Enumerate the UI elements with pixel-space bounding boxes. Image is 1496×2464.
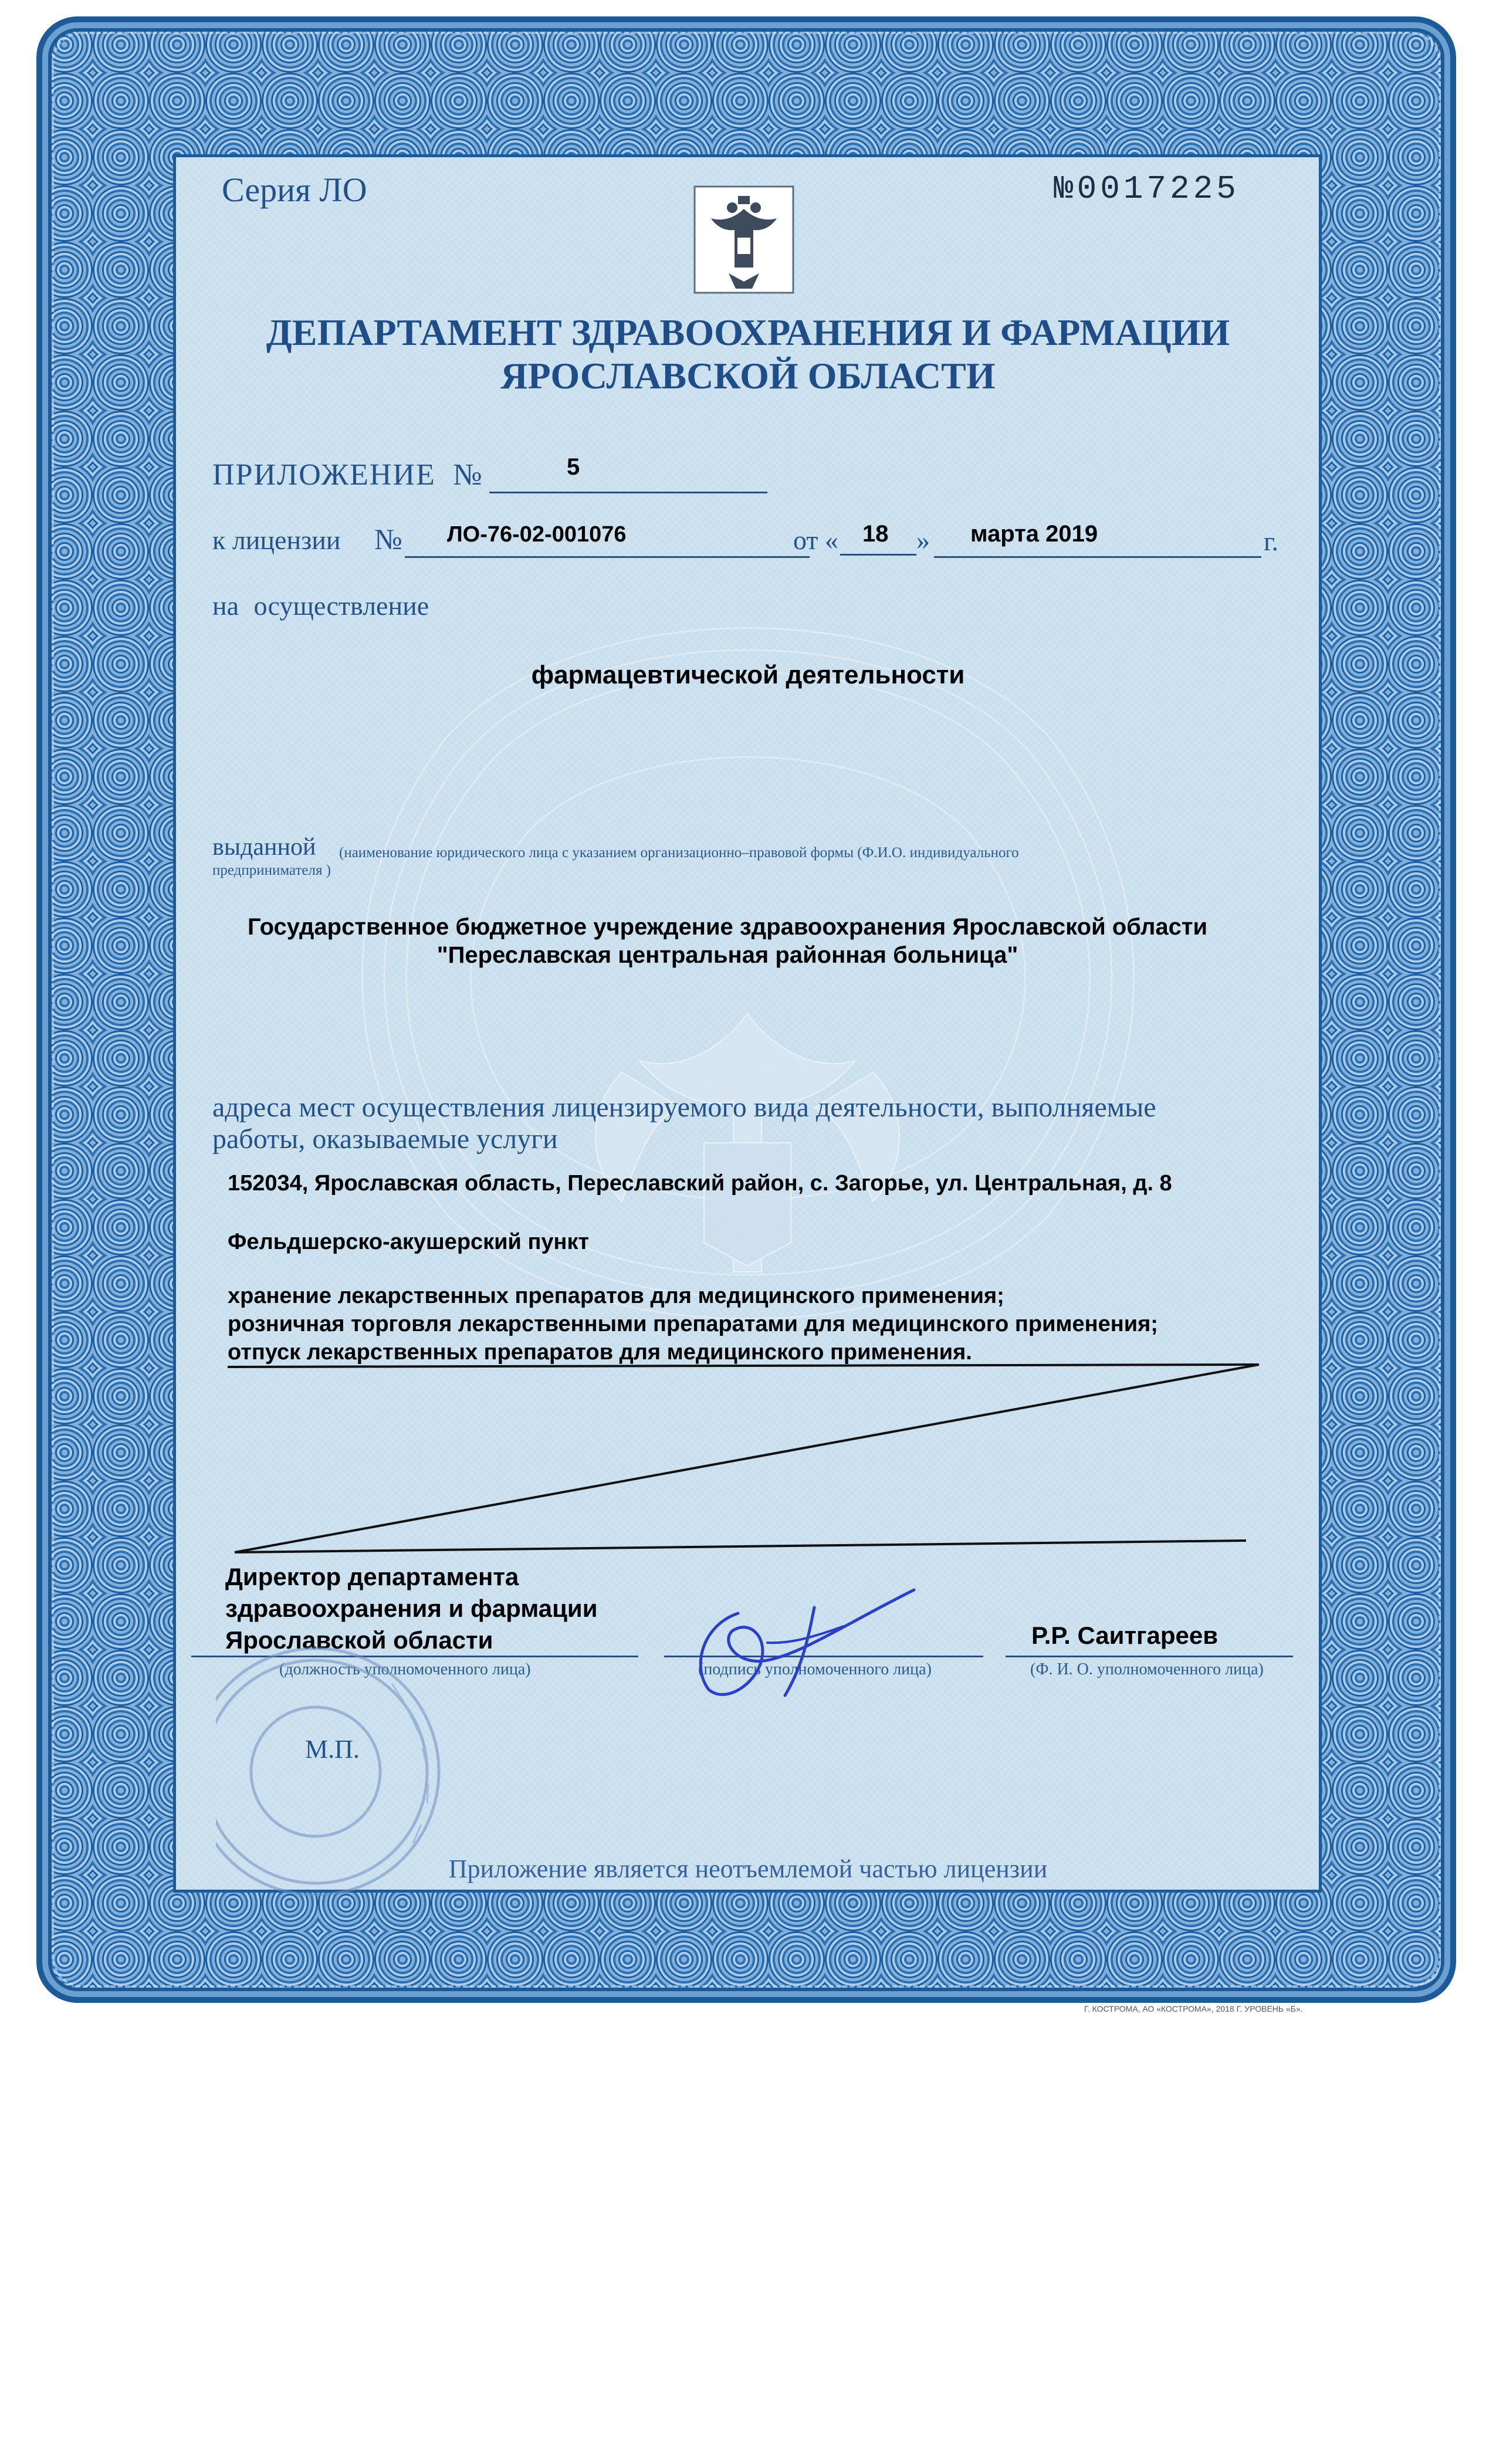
service-item: отпуск лекарственных препаратов для медицинского применения. [228,1340,972,1365]
coat-of-arms-icon [693,185,794,294]
activity-label: на осуществление [212,591,429,621]
service-item: розничная торговля лекарственными препаратами для медицинского применения; [228,1312,1158,1336]
appendix-number: 5 [567,454,580,480]
printer-imprint: Г. КОСТРОМА, АО «КОСТРОМА», 2018 Г. УРОВЕНЬ «Б». [1084,2004,1303,2013]
appendix-number-field [489,456,767,493]
license-quote-close: » [916,525,930,555]
handwritten-signature [668,1578,937,1707]
license-label: к лицензии [212,525,341,555]
issued-label: выданной [212,834,316,861]
facility-name: Фельдшерско-акушерский пункт [228,1230,590,1254]
seal-label: М.П. [305,1735,360,1764]
appendix-label: ПРИЛОЖЕНИЕ [212,458,436,492]
signature-hint: (подпись уполномоченного лица) [698,1660,932,1678]
license-number: ЛО-76-02-001076 [447,522,627,547]
appendix-no-sign: № [453,458,482,492]
series-label: Серия ЛО [222,171,367,209]
addresses-label-line1: адреса мест осуществления лицензируемого вида деятельности, выполняемые [212,1092,1156,1123]
eagle-watermark [595,1014,899,1272]
address-line: 152034, Ярославская область, Переславский район, с. Загорье, ул. Центральная, д. 8 [228,1171,1172,1196]
signatory-position-line3: Ярославской области [225,1626,493,1654]
license-month-year: марта 2019 [970,521,1098,547]
license-no-sign: № [374,523,402,556]
signatory-name: Р.Р. Саитгареев [1031,1622,1219,1649]
organization-line2: "Переславская центральная районная больница" [436,942,1018,968]
signatory-position-line1: Директор департамента [225,1563,519,1590]
footer-note: Приложение является неотъемлемой частью лицензии [448,1854,1048,1883]
name-rule [1006,1656,1293,1657]
addresses-label-line2: работы, оказываемые услуги [212,1123,558,1155]
license-day: 18 [862,521,889,547]
issued-hint-line1: (наименование юридического лица с указанием организационно–правовой формы (Ф.И.О. индивидуального [339,845,1019,861]
issued-hint-line2: предпринимателя ) [212,862,331,878]
license-from-label: от « [793,525,838,555]
organization-line1: Государственное бюджетное учреждение здравоохранения Ярославской области [247,914,1208,940]
department-title-line2: ЯРОСЛАВСКОЙ ОБЛАСТИ [500,355,996,397]
license-year-suffix: г. [1264,526,1279,556]
form-number: №0017225 [1054,170,1240,208]
position-hint: (должность уполномоченного лица) [279,1660,531,1678]
name-hint: (Ф. И. О. уполномоченного лица) [1030,1660,1264,1678]
department-title-line1: ДЕПАРТАМЕНТ ЗДРАВООХРАНЕНИЯ И ФАРМАЦИИ [266,312,1230,353]
service-item: хранение лекарственных препаратов для медицинского применения; [228,1284,1004,1308]
activity-value: фармацевтической деятельности [531,661,965,689]
signatory-position-line2: здравоохранения и фармации [225,1595,598,1622]
